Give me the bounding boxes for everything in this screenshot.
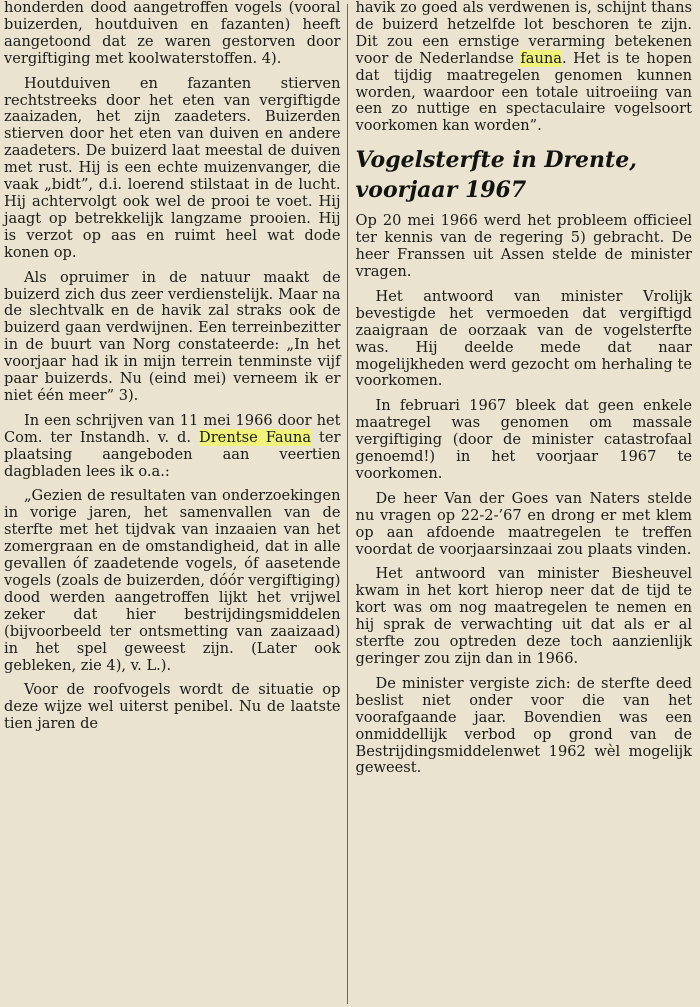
paragraph: Het antwoord van minister Biesheuvel kwam in het kort hierop neer dat de tijd te kort was om nog maatregelen te nemen en hij sprak de verwachting uit dat als er al sterfte zou optreden deze toch aanzienlijk geringer zou zijn dan in 1966. — [355, 565, 692, 667]
paragraph: Op 20 mei 1966 werd het probleem officieel ter kennis van de regering 5) gebracht. De heer Franssen uit Assen stelde de minister vragen. — [355, 212, 692, 280]
left-column — [4, 0, 347, 1007]
paragraph: honderden dood aangetroffen vogels (vooral buizerden, houtduiven en fazanten) heeft aangetoond dat ze waren gestorven door vergiftiging met koolwaterstoffen. 4). — [4, 0, 341, 67]
quote-paragraph: „Gezien de resultaten van onderzoekingen in vorige jaren, het samenvallen van de sterfte met het tijdvak van inzaaien van het zomergraan en de omstandigheid, dat in alle gevallen óf zaadetende vogels, óf aasetende vogels (zoals de buizerden, dóór vergiftiging) dood werden aangetroffen lijkt het vrijwel zeker dat hier bestrijdingsmiddelen (bijvoorbeeld ter ontsmetting van zaaizaad) in het spel geweest zijn. (Later ook gebleken, zie 4), v. L.). — [4, 487, 341, 674]
paragraph: De minister vergiste zich: de sterfte deed beslist niet onder voor die van het voorafgaande jaar. Bovendien was een onmiddellijk verbod op grond van de Bestrijdingsmiddelenwet 1962 wèl mogelijk geweest. — [355, 674, 692, 777]
heading-line: voorjaar 1967 — [355, 177, 527, 204]
paragraph: De heer Van der Goes van Naters stelde nu vragen op 22-2-’67 en drong er met klem op aan afdoende maatregelen te treffen voordat de voorjaarsinzaai zou plaats vinden. — [355, 489, 692, 558]
paragraph: Als opruimer in de natuur maakt de buizerd zich dus zeer verdienstelijk. Maar na de slechtvalk en de havik zal straks ook de buizerd gaan verdwijnen. Een terreinbezitter in de buurt van Norg constateerde: „In het voorjaar had ik in mijn terrein tenminste vijf paar buizerds. Nu (eind mei) verneem ik er niet één meer” 3). — [4, 268, 341, 404]
paragraph: In februari 1967 bleek dat geen enkele maatregel was genomen om massale vergiftiging (door de minister catastrofaal genoemd!) in het voorjaar 1967 te voorkomen. — [355, 397, 692, 482]
text-run: . Het is te hopen dat tijdig maatregelen genomen kunnen worden, waardoor een totale uitroeiing van een zo nuttige en spectaculaire vogelsoort voorkomen kan worden”. — [355, 49, 692, 135]
paragraph: Voor de roofvogels wordt de situatie op deze wijze wel uiterst penibel. Nu de laatste tien jaren de — [4, 681, 341, 733]
paragraph — [356, 0, 693, 135]
right-column — [348, 0, 693, 1007]
paragraph: Houtduiven en fazanten stierven rechtstreeks door het eten van vergiftigde zaaizaden, het zijn zaadeters. Buizerden stierven door het eten van duiven en andere zaadeters. De buizerd laat meestal de duiven met rust. Hij is een echte muizenvanger, die vaak „bidt”, d.i. loerend stilstaat in de lucht. Hij achtervolgt ook wel de prooi te voet. Hij jaagt op betrekkelijk langzame prooien. Hij is verzot op aas en ruimt heel wat dode konen op. — [4, 74, 341, 261]
highlighted-text: fauna — [520, 49, 562, 67]
heading-line: Vogelsterfte in Drente, — [355, 147, 637, 174]
text-run: havik zo goed als verdwenen is, schijnt thans de buizerd hetzelfde lot beschoren te zijn. Dit zou een ernstige verarming betekenen voor de Nederlandse — [355, 0, 692, 67]
paragraph — [4, 413, 341, 481]
text-run: In een schrijven van 11 mei 1966 door het Com. ter Instandh. v. d. — [4, 411, 341, 446]
highlighted-text: Drentse Fauna — [199, 428, 312, 446]
text-run: ter plaatsing aangeboden aan veertien dagbladen lees ik o.a.: — [4, 428, 341, 480]
section-heading — [356, 145, 693, 205]
paragraph: Het antwoord van minister Vrolijk bevestigde het vermoeden dat vergiftigd zaaigraan de oorzaak van de vogelsterfte was. Hij deelde mede dat naar mogelijkheden werd gezocht om herhaling te voorkomen. — [355, 287, 692, 390]
